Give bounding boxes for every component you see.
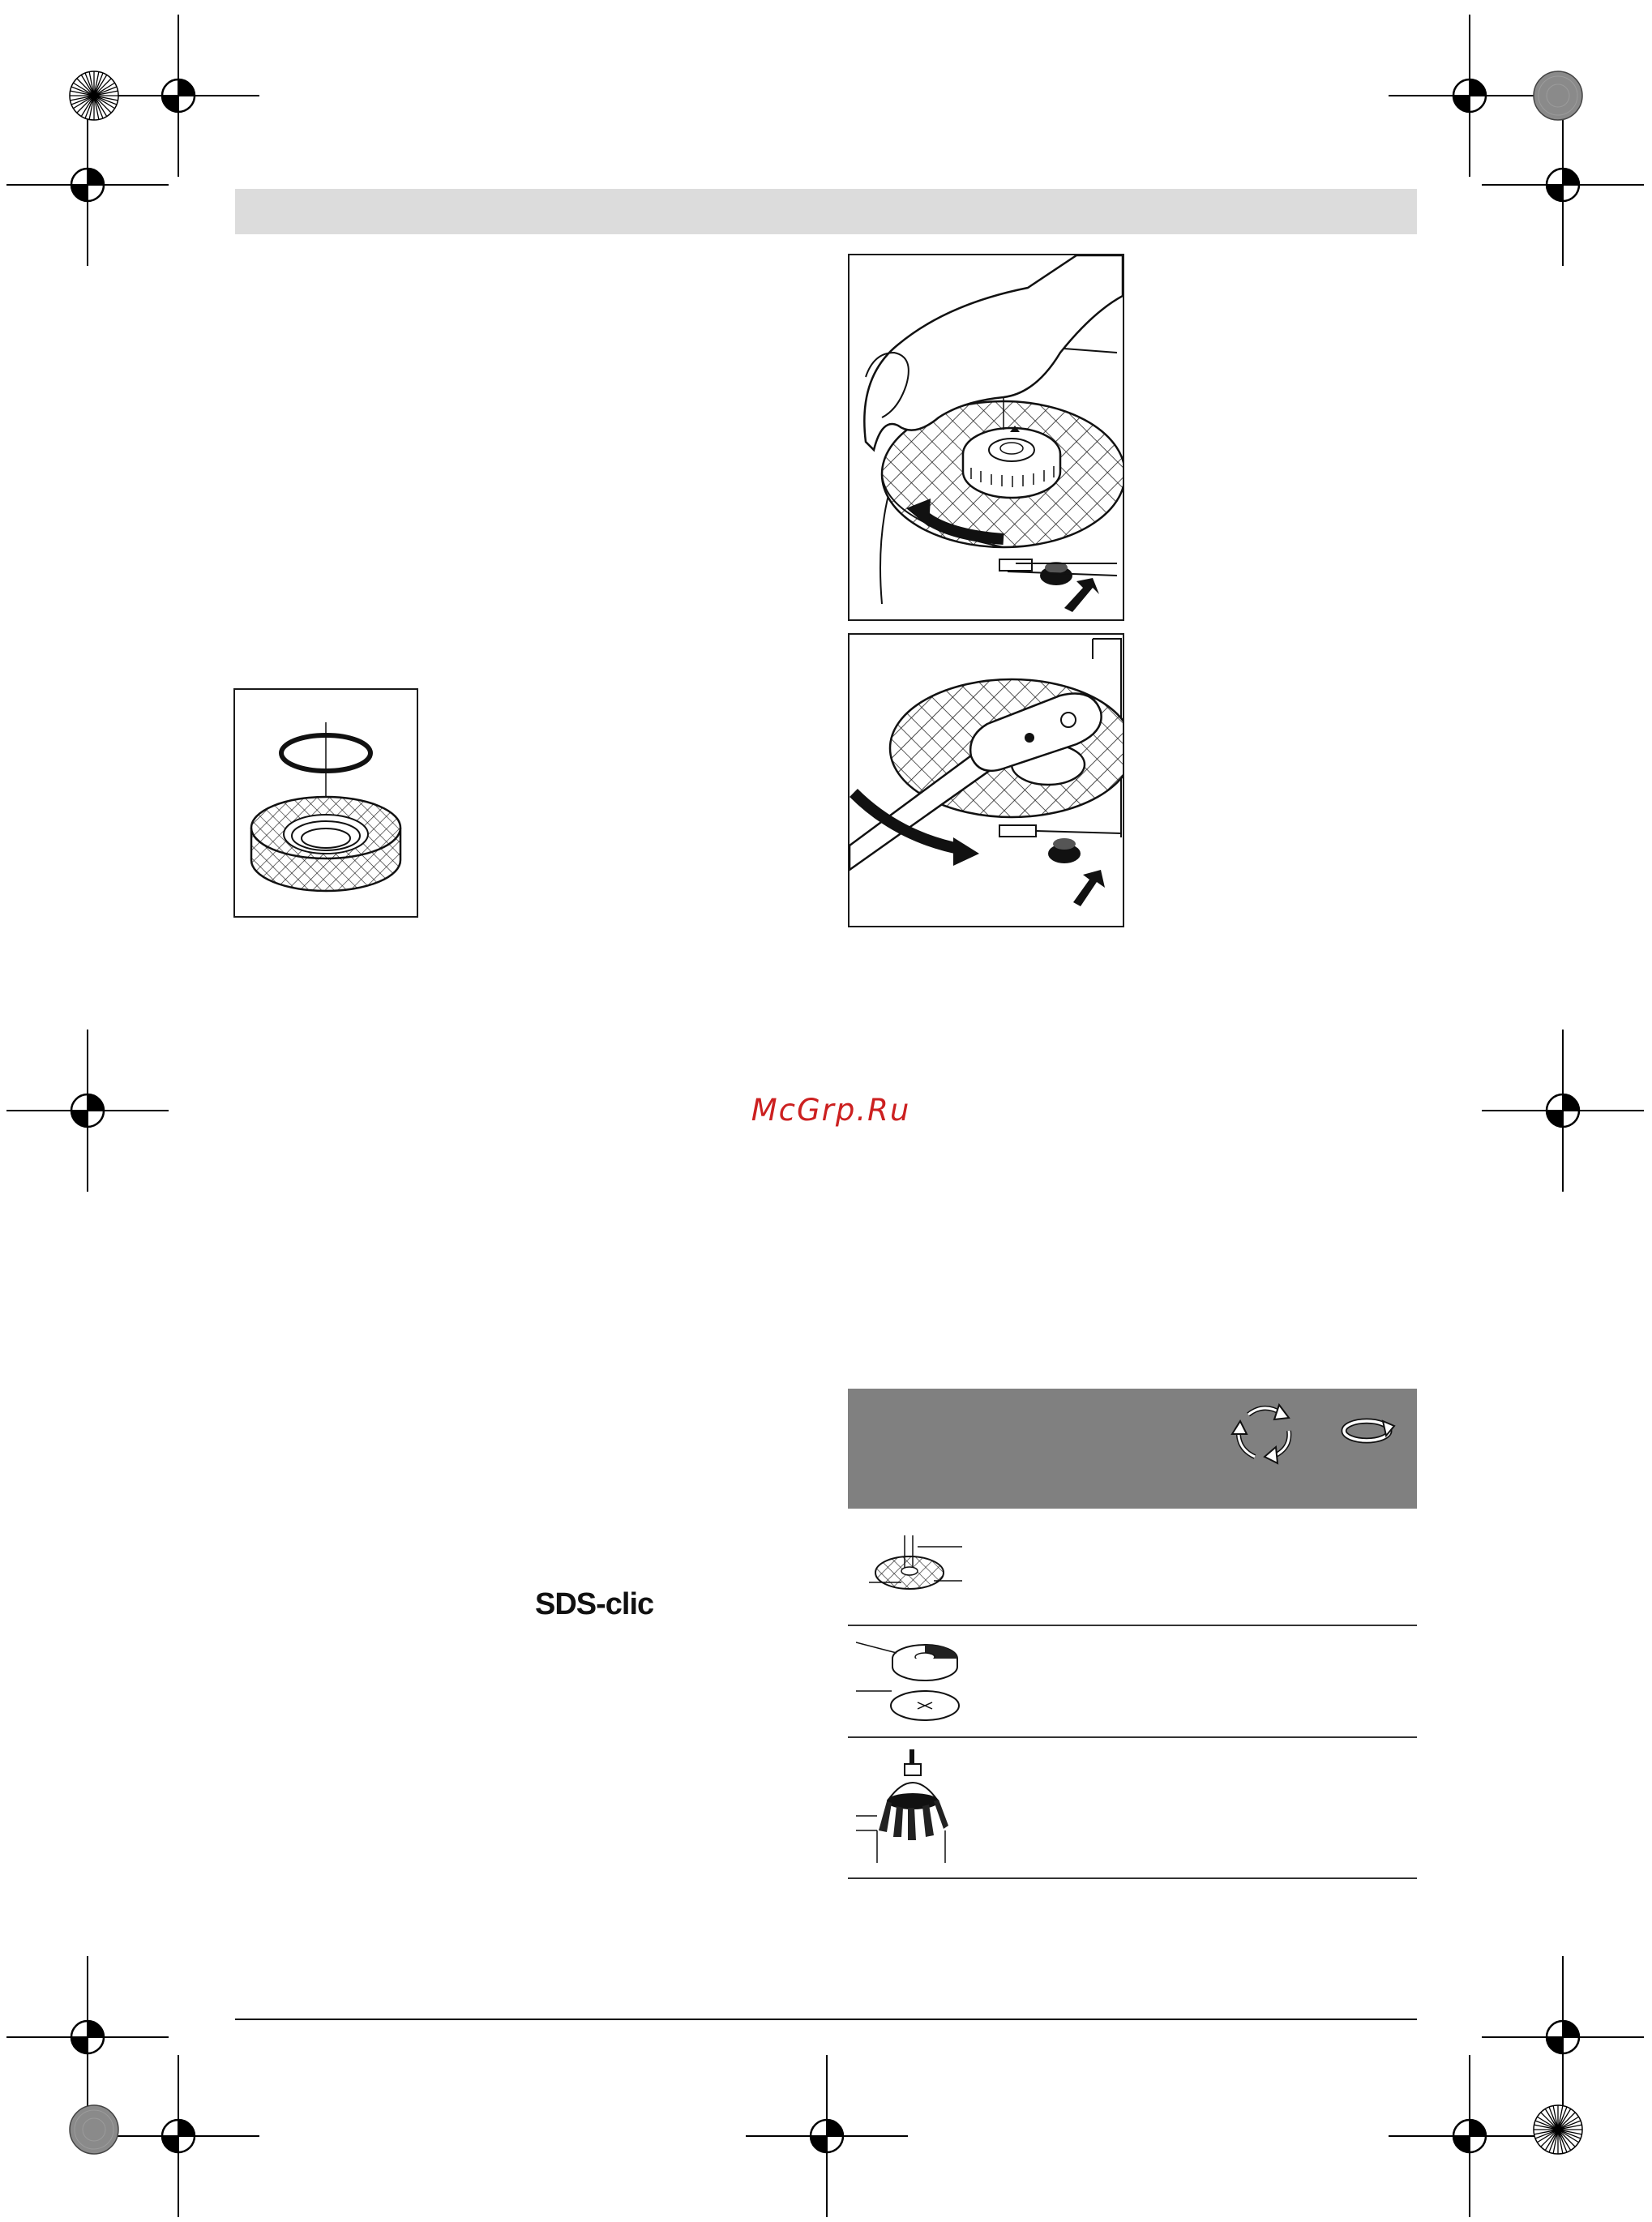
figure-oring-flange [233, 688, 418, 918]
registration-mark-right-top [1482, 104, 1644, 266]
starburst-mark-bottom-right [1526, 2097, 1590, 2162]
footer-rule [235, 2019, 1417, 2020]
figure-wrench-tighten [848, 633, 1124, 927]
cutting-disc-row [848, 1509, 1417, 1626]
watermark: McGrp.Ru [751, 1093, 911, 1128]
sanding-disc-row [848, 1626, 1417, 1738]
recycle-icon [1230, 1398, 1297, 1465]
registration-mark-left-top [6, 104, 169, 266]
header-bar [235, 189, 1417, 234]
cup-brush-icon [856, 1749, 978, 1871]
grey-density-mark-bottom-left [62, 2097, 126, 2162]
registration-mark-bottom-center [746, 2055, 908, 2217]
registration-mark-right-mid [1482, 1030, 1644, 1192]
sds-clic-logo [535, 1587, 689, 1628]
sanding-disc-icon [856, 1633, 978, 1730]
figure-hand-tighten [848, 254, 1124, 621]
grey-density-mark-top-right [1526, 63, 1590, 128]
sds-clic-logo-text: SDS-clic [535, 1587, 654, 1621]
accessory-table-header [848, 1389, 1417, 1509]
cup-brush-row [848, 1738, 1417, 1879]
cutting-disc-icon [869, 1535, 974, 1600]
starburst-mark-top-left [62, 63, 126, 128]
registration-mark-left-mid [6, 1030, 169, 1192]
rotation-direction-icon [1341, 1413, 1397, 1449]
